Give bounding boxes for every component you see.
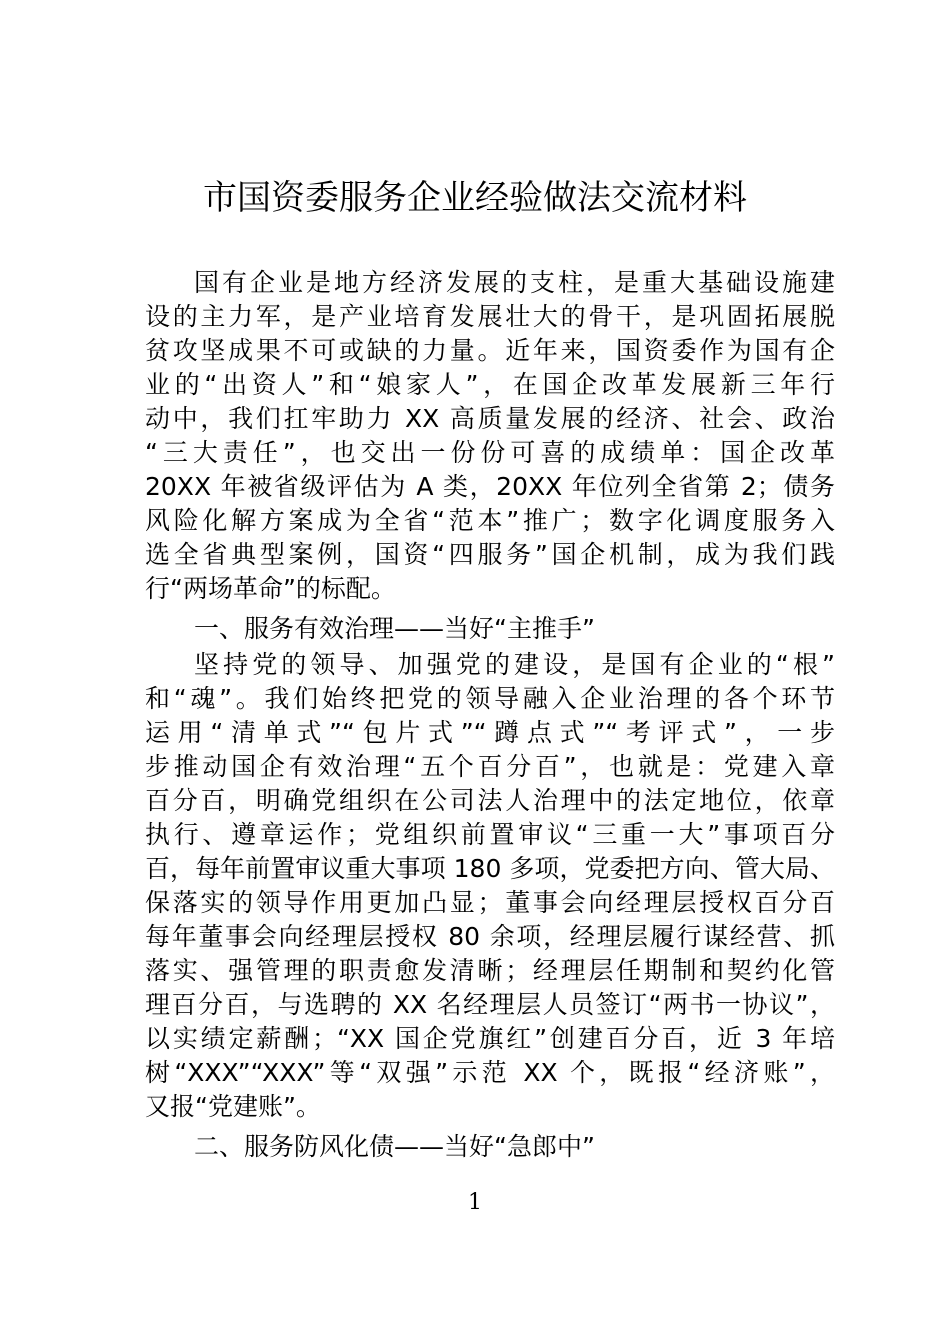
paragraph-line: 步推动国企有效治理“五个百分百”，也就是：党建入章 [145, 752, 835, 781]
paragraph-line: 行“两场革命”的标配。 [145, 574, 396, 603]
section-heading: 一、服务有效治理——当好“主推手” [194, 614, 595, 643]
paragraph-line: 国有企业是地方经济发展的支柱，是重大基础设施建 [194, 268, 835, 297]
paragraph-line: 以实绩定薪酬；“XX 国企党旗红”创建百分百，近 3 年培 [145, 1024, 835, 1053]
document-title: 市国资委服务企业经验做法交流材料 [203, 178, 747, 218]
paragraph-line: 选全省典型案例，国资“四服务”国企机制，成为我们践 [145, 540, 835, 569]
paragraph-line: 百，每年前置审议重大事项 180 多项，党委把方向、管大局、 [145, 854, 835, 883]
paragraph-line: 风险化解方案成为全省“范本”推广；数字化调度服务入 [145, 506, 835, 535]
paragraph-line: 落实、强管理的职责愈发清晰；经理层任期制和契约化管 [145, 956, 835, 985]
paragraph-line: 保落实的领导作用更加凸显；董事会向经理层授权百分百 [145, 888, 835, 917]
paragraph-line: 动中，我们扛牢助力 XX 高质量发展的经济、社会、政治 [145, 404, 835, 433]
paragraph-line: 和“魂”。我们始终把党的领导融入企业治理的各个环节 [145, 684, 835, 713]
paragraph-line: “三大责任”，也交出一份份可喜的成绩单：国企改革 [145, 438, 835, 467]
paragraph-line: 理百分百，与选聘的 XX 名经理层人员签订“两书一协议”， [145, 990, 835, 1019]
paragraph-line: 业的“出资人”和“娘家人”，在国企改革发展新三年行 [145, 370, 835, 399]
section-heading: 二、服务防风化债——当好“急郎中” [194, 1132, 595, 1161]
paragraph-line: 贫攻坚成果不可或缺的力量。近年来，国资委作为国有企 [145, 336, 835, 365]
paragraph-line: 百分百，明确党组织在公司法人治理中的法定地位，依章 [145, 786, 835, 815]
paragraph-line: 树“XXX”“XXX”等“双强”示范 XX 个，既报“经济账”， [145, 1058, 835, 1087]
paragraph-line: 运用“清单式”“包片式”“蹲点式”“考评式”，一步 [145, 718, 835, 747]
page-number: 1 [468, 1190, 482, 1215]
paragraph-line: 又报“党建账”。 [145, 1092, 321, 1121]
paragraph-line: 20XX 年被省级评估为 A 类，20XX 年位列全省第 2；债务 [145, 472, 835, 501]
paragraph-line: 每年董事会向经理层授权 80 余项，经理层履行谋经营、抓 [145, 922, 835, 951]
paragraph-line: 坚持党的领导、加强党的建设，是国有企业的“根” [194, 650, 835, 679]
paragraph-line: 执行、遵章运作；党组织前置审议“三重一大”事项百分 [145, 820, 835, 849]
paragraph-line: 设的主力军，是产业培育发展壮大的骨干，是巩固拓展脱 [145, 302, 835, 331]
